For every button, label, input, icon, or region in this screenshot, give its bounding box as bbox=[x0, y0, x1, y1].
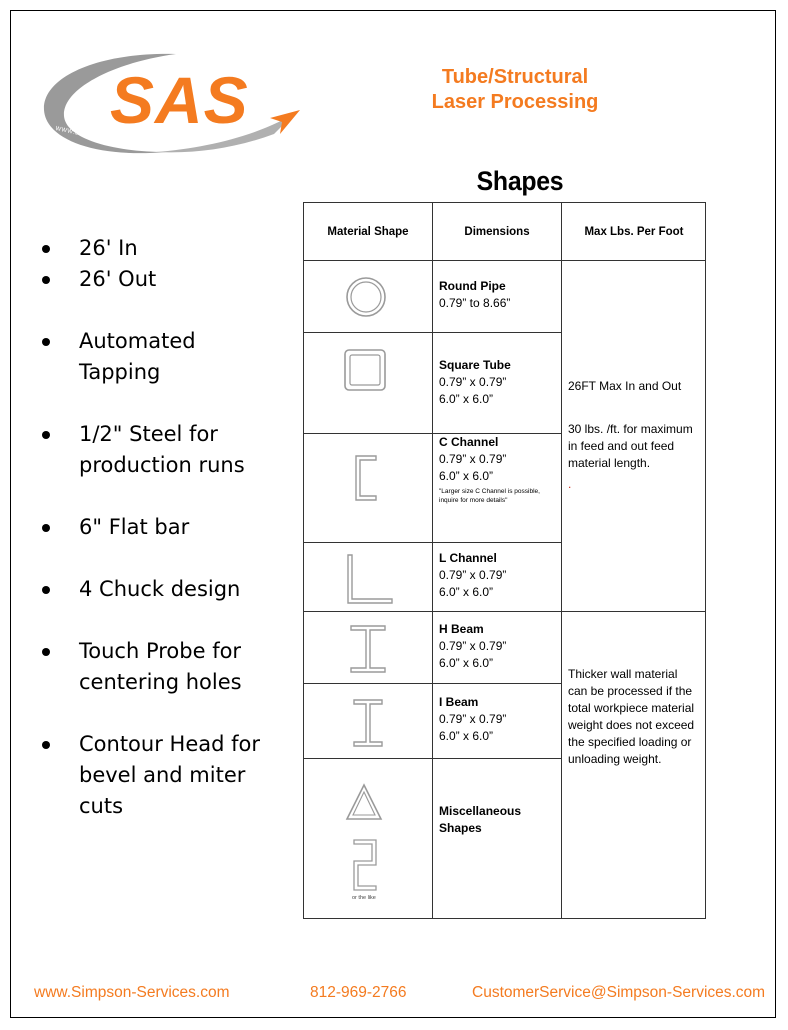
bullet-icon bbox=[42, 338, 50, 346]
l-channel-icon bbox=[344, 553, 396, 607]
bullet-icon bbox=[42, 586, 50, 594]
max-lbs-group-1: 26FT Max In and Out 30 lbs. /ft. for maximum in feed and out feed material length. . bbox=[568, 379, 693, 491]
shapes-table bbox=[303, 202, 706, 919]
sas-logo bbox=[36, 48, 306, 166]
title-line-1: Tube/Structural bbox=[441, 66, 589, 88]
dim-l-channel: L Channel 0.79” x 0.79” 6.0” x 6.0” bbox=[439, 551, 507, 599]
page-title bbox=[380, 65, 650, 115]
header-dimensions: Dimensions bbox=[464, 225, 530, 238]
shapes-heading: Shapes bbox=[476, 166, 564, 196]
dim-round-pipe: Round Pipe 0.79” to 8.66” bbox=[439, 279, 511, 310]
dim-i-beam: I Beam 0.79” x 0.79” 6.0” x 6.0” bbox=[439, 695, 507, 743]
misc-caption: or the like bbox=[352, 895, 376, 901]
dim-misc-shapes: Miscellaneous Shapes bbox=[439, 804, 522, 835]
triangle-shape-icon bbox=[344, 781, 384, 825]
header-max-lbs: Max Lbs. Per Foot bbox=[584, 225, 684, 238]
bullet-icon bbox=[42, 431, 50, 439]
bullet-icon bbox=[42, 245, 50, 253]
dim-h-beam: H Beam 0.79” x 0.79” 6.0” x 6.0” bbox=[439, 622, 507, 670]
c-channel-icon bbox=[352, 453, 382, 503]
footer-website-link[interactable]: www.Simpson-Services.com bbox=[34, 984, 230, 1001]
dim-square-tube: Square Tube 0.79” x 0.79” 6.0” x 6.0” bbox=[439, 358, 511, 406]
title-line-2: Laser Processing bbox=[431, 91, 599, 113]
h-beam-icon bbox=[348, 623, 388, 675]
max-lbs-group-2: Thicker wall material can be processed if the total workpiece material weight does not exceed the specified loading or unloading weight. bbox=[568, 667, 695, 766]
footer-email-link[interactable]: CustomerService@Simpson-Services.com bbox=[472, 984, 766, 1001]
bullet-icon bbox=[42, 648, 50, 656]
round-pipe-icon bbox=[344, 275, 388, 319]
footer-phone[interactable]: 812-969-2766 bbox=[310, 984, 407, 1001]
bullet-icon bbox=[42, 524, 50, 532]
header-material-shape: Material Shape bbox=[327, 225, 409, 238]
dim-c-channel: C Channel 0.79” x 0.79” 6.0” x 6.0” "Larger size C Channel is possible, inquire for more details" bbox=[439, 435, 540, 504]
logo-url: WWW.SIMPSON-SERVICES.COM bbox=[54, 126, 155, 153]
z-shape-icon bbox=[350, 837, 380, 893]
bullet-icon bbox=[42, 741, 50, 749]
logo-text: SAS bbox=[110, 63, 249, 137]
i-beam-icon bbox=[348, 697, 388, 749]
square-tube-icon bbox=[342, 347, 388, 393]
bullet-icon bbox=[42, 276, 50, 284]
